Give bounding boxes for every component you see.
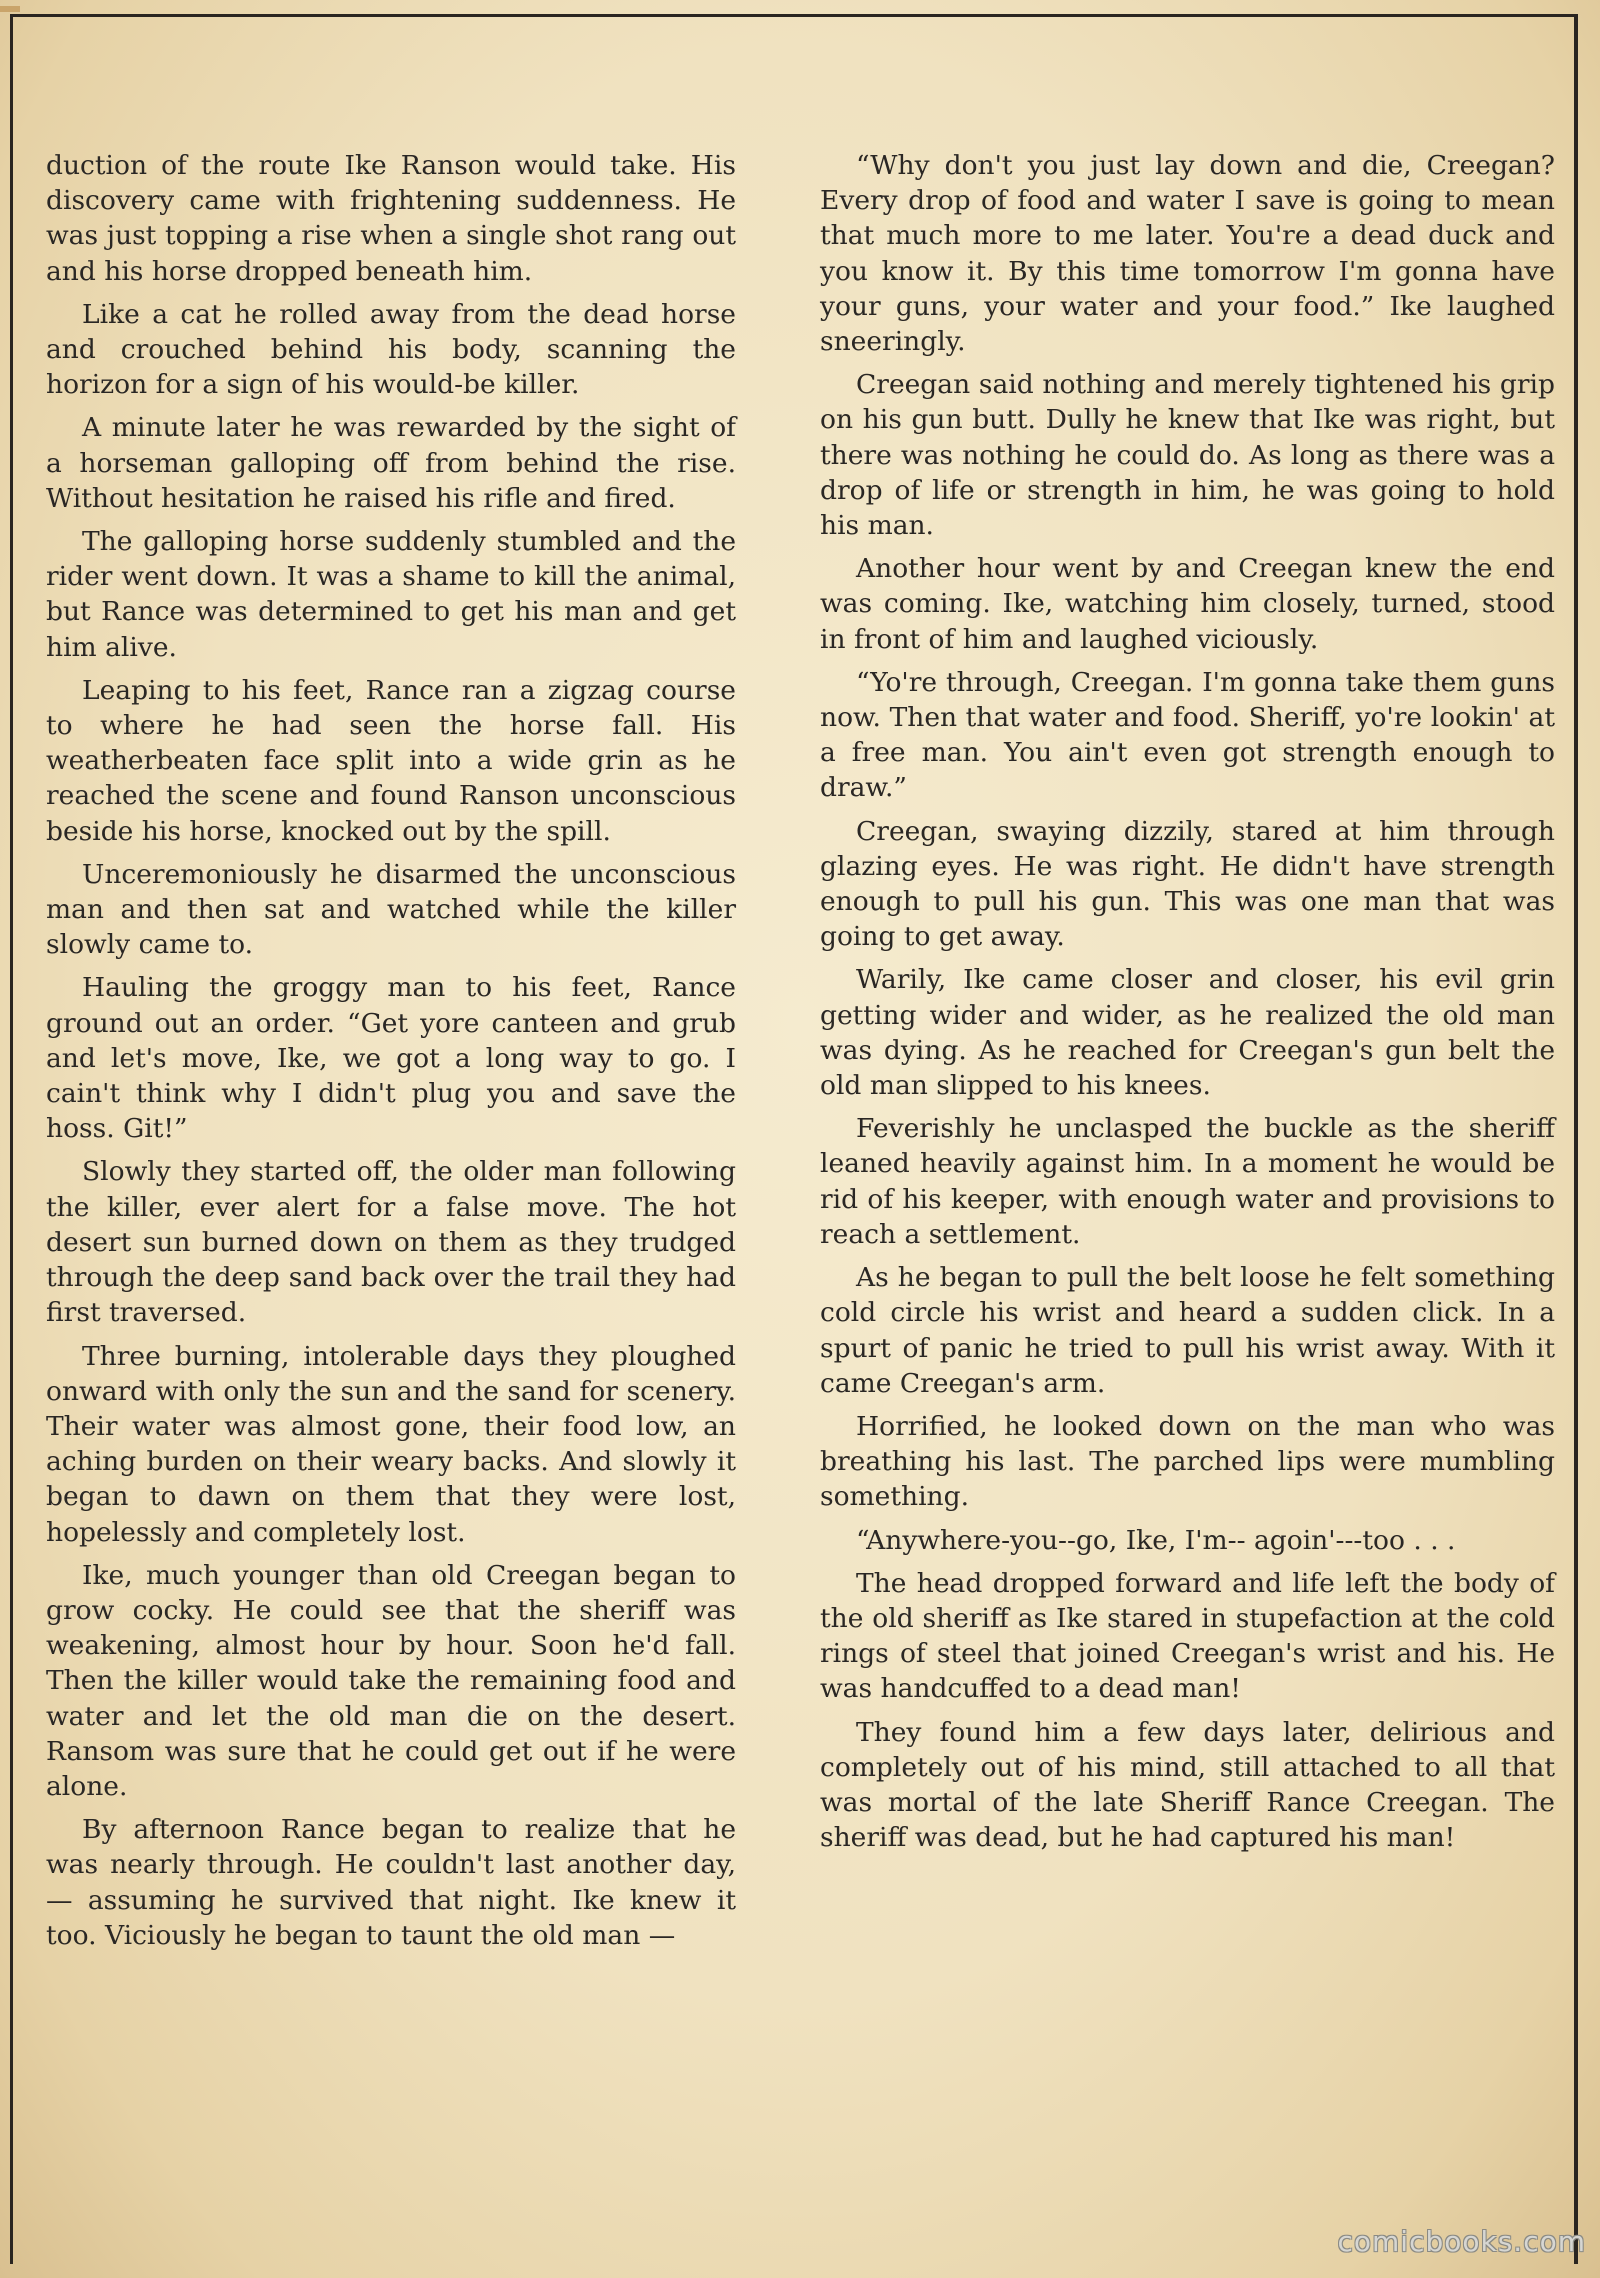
watermark-text: comicbooks.com [1337,2225,1586,2258]
paragraph: duction of the route Ike Ranson would take. His discovery came with frightening suddenness. He was just topping a rise when a single shot rang out and his horse dropped beneath him. [46,150,736,287]
right-text-column [820,148,1555,1863]
paragraph: Warily, Ike came closer and closer, his evil grin getting wider and wider, as he realized the old man was dying. As he reached for Creegan's gun belt the old man slipped to his knees. [820,964,1555,1102]
paragraph: Feverishly he unclasped the buckle as the sheriff leaned heavily against him. In a moment he would be rid of his keeper, with enough water and provisions to reach a settlement. [820,1113,1555,1250]
paragraph: Hauling the groggy man to his feet, Rance ground out an order. “Get yore canteen and grub and let's move, Ike, we got a long way to go. I cain't think why I didn't plug you and save the hoss. Git!” [46,972,736,1145]
page-corner-mark [0,6,20,12]
paragraph: Three burning, intolerable days they ploughed onward with only the sun and the sand for scenery. Their water was almost gone, their food low, an aching burden on their weary backs. And slowly it began to dawn on them that they were lost, hopelessly and completely lost. [46,1340,736,1548]
paragraph: Horrified, he looked down on the man who was breathing his last. The parched lips were mumbling something. [820,1410,1555,1513]
paragraph: Unceremoniously he disarmed the unconscious man and then sat and watched while the killer slowly came to. [46,858,736,961]
paragraph: “Anywhere-you--go, Ike, I'm-- agoin'---too . . . [856,1524,1456,1556]
paragraph: “Yo're through, Creegan. I'm gonna take them guns now. Then that water and food. Sheriff, yo're lookin' at a free man. You ain't even got strength enough to draw.” [820,666,1555,804]
paragraph: Another hour went by and Creegan knew the end was coming. Ike, watching him closely, turned, stood in front of him and laughed viciously. [820,553,1555,655]
left-text-column [46,148,736,1961]
paragraph: Like a cat he rolled away from the dead horse and crouched behind his body, scanning the horizon for a sign of his would-be killer. [46,298,736,401]
paragraph: Leaping to his feet, Rance ran a zigzag course to where he had seen the horse fall. His weatherbeaten face split into a wide grin as he reached the scene and found Ranson unconscious beside his horse, knocked out by the spill. [46,674,736,847]
paragraph: Ike, much younger than old Creegan began to grow cocky. He could see that the sheriff was weakening, almost hour by hour. Soon he'd fall. Then the killer would take the remaining food and water and let the old man die on the desert. Ransom was sure that he could get out if he were alone. [46,1559,736,1802]
paragraph: Creegan said nothing and merely tightened his grip on his gun butt. Dully he knew that Ike was right, but there was nothing he could do. As long as there was a drop of life or strength in him, he was going to hold his man. [820,369,1555,542]
paragraph: A minute later he was rewarded by the sight of a horseman galloping off from behind the rise. Without hesitation he raised his rifle and fired. [46,412,736,514]
paragraph: The galloping horse suddenly stumbled and the rider went down. It was a shame to kill the animal, but Rance was determined to get his man and get him alive. [46,526,736,663]
paragraph: Creegan, swaying dizzily, stared at him through glazing eyes. He was right. He didn't have strength enough to pull his gun. This was one man that was going to get away. [820,815,1555,953]
paragraph: As he began to pull the belt loose he felt something cold circle his wrist and heard a sudden click. In a spurt of panic he tried to pull his wrist away. With it came Creegan's arm. [820,1262,1555,1399]
paragraph: Slowly they started off, the older man following the killer, ever alert for a false move. The hot desert sun burned down on them as they trudged through the deep sand back over the trail they had first traversed. [46,1156,736,1329]
paragraph: By afternoon Rance began to realize that he was nearly through. He couldn't last another day, — assuming he survived that night. Ike knew it too. Viciously he began to taunt the old man — [46,1814,736,1951]
paragraph: The head dropped forward and life left the body of the old sheriff as Ike stared in stupefaction at the cold rings of steel that joined Creegan's wrist and his. He was handcuffed to a dead man! [820,1567,1555,1705]
paragraph: “Why don't you just lay down and die, Creegan? Every drop of food and water I save is going to mean that much more to me later. You're a dead duck and you know it. By this time tomorrow I'm gonna have your guns, your water and your food.” Ike laughed sneeringly. [820,150,1555,358]
paragraph: They found him a few days later, delirious and completely out of his mind, still attached to all that was mortal of the late Sheriff Rance Creegan. The sheriff was dead, but he had captured his man! [820,1716,1555,1854]
